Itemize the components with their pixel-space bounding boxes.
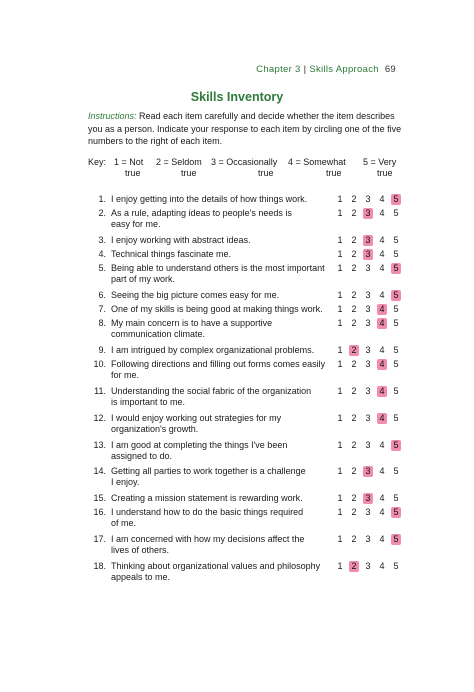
rating-option-5[interactable]: 5 [393,561,399,571]
rating-option-1[interactable]: 1 [337,493,343,503]
running-head [256,64,396,75]
rating-option-4[interactable]: 4 [377,318,387,329]
rating-option-2[interactable]: 2 [349,345,359,356]
rating-option-1[interactable]: 1 [337,235,343,245]
key-item-4-sub: true [326,168,342,178]
rating-option-1[interactable]: 1 [337,194,343,204]
rating-option-2[interactable]: 2 [351,359,357,369]
rating-option-1[interactable]: 1 [337,466,343,476]
rating-option-1[interactable]: 1 [337,290,343,300]
item-number: 11. [94,386,106,396]
instructions [88,110,408,148]
rating-option-1[interactable]: 1 [337,304,343,314]
rating-option-4[interactable]: 4 [379,493,385,503]
item-number: 9. [98,345,106,355]
item-number: 6. [98,290,106,300]
item-number: 15. [93,493,106,503]
rating-option-4[interactable]: 4 [379,235,385,245]
rating-option-3[interactable]: 3 [365,263,371,273]
item-statement-line-1: Being able to understand others is the most important [111,263,325,273]
item-statement-line-1: One of my skills is being good at making things work. [111,304,323,314]
rating-option-5[interactable]: 5 [393,318,399,328]
item-statement-line-1: Understanding the social fabric of the organization [111,386,312,396]
rating-option-4[interactable]: 4 [379,263,385,273]
key-label: Key: [88,157,107,167]
rating-option-5[interactable]: 5 [391,534,401,545]
item-statement-line-2: for me. [111,370,140,380]
rating-option-2[interactable]: 2 [351,507,357,517]
rating-option-3[interactable]: 3 [363,249,373,260]
item-statement [111,318,331,340]
rating-option-5[interactable]: 5 [391,507,401,518]
rating-option-1[interactable]: 1 [337,413,343,423]
item-statement-line-2: part of my work. [111,274,176,284]
item-statement-line-1: Technical things fascinate me. [111,249,232,259]
rating-option-5[interactable]: 5 [393,304,399,314]
rating-option-3[interactable]: 3 [363,235,373,246]
rating-option-2[interactable]: 2 [351,194,357,204]
rating-option-5[interactable]: 5 [391,290,401,301]
rating-option-3[interactable]: 3 [365,440,371,450]
rating-option-5[interactable]: 5 [393,249,399,259]
rating-option-4[interactable]: 4 [379,440,385,450]
item-number: 17. [93,534,106,544]
item-statement [111,466,331,488]
chapter-label: Chapter 3 [256,64,301,75]
rating-option-1[interactable]: 1 [337,386,343,396]
item-statement-line-2: assigned to do. [111,451,173,461]
rating-option-2[interactable]: 2 [351,263,357,273]
item-statement [111,386,331,408]
item-statement-line-1: As a rule, adapting ideas to people's needs is [111,208,292,218]
item-statement-line-2: communication climate. [111,329,206,339]
rating-option-5[interactable]: 5 [391,440,401,451]
rating-option-2[interactable]: 2 [351,249,357,259]
item-number: 10. [93,359,106,369]
item-statement-line-1: I am good at completing the things I've been [111,440,288,450]
rating-option-2[interactable]: 2 [351,534,357,544]
item-statement-line-1: I enjoy getting into the details of how things work. [111,194,308,204]
item-statement-line-2: organization's growth. [111,424,199,434]
rating-option-2[interactable]: 2 [351,208,357,218]
key-item-4: 4 = Somewhat [288,157,346,167]
item-statement-line-1: I am intrigued by complex organizational problems. [111,345,315,355]
item-statement [111,304,331,315]
rating-option-5[interactable]: 5 [393,235,399,245]
rating-option-5[interactable]: 5 [391,194,401,205]
item-statement [111,194,331,205]
item-statement [111,440,331,462]
item-statement [111,263,331,285]
rating-option-3[interactable]: 3 [365,304,371,314]
item-statement-line-2: easy for me. [111,219,161,229]
key-item-2: 2 = Seldom [156,157,202,167]
rating-option-2[interactable]: 2 [349,561,359,572]
key-item-5: 5 = Very [363,157,397,167]
rating-option-2[interactable]: 2 [351,440,357,450]
rating-option-4[interactable]: 4 [379,534,385,544]
rating-option-2[interactable]: 2 [351,466,357,476]
item-statement [111,413,331,435]
item-statement [111,493,331,504]
rating-option-5[interactable]: 5 [393,208,399,218]
item-statement-line-1: Creating a mission statement is rewarding work. [111,493,303,503]
rating-option-3[interactable]: 3 [365,534,371,544]
item-statement [111,249,331,260]
rating-option-1[interactable]: 1 [337,345,343,355]
item-number: 2. [98,208,106,218]
rating-option-5[interactable]: 5 [391,263,401,274]
key-item-1-sub: true [125,168,141,178]
item-statement [111,235,331,246]
rating-option-1[interactable]: 1 [337,263,343,273]
rating-option-5[interactable]: 5 [393,345,399,355]
item-statement-line-1: Thinking about organizational values and philosophy [111,561,321,571]
rating-option-4[interactable]: 4 [377,413,387,424]
rating-option-2[interactable]: 2 [351,386,357,396]
item-statement-line-1: Following directions and filling out forms comes easily [111,359,326,369]
rating-option-1[interactable]: 1 [337,507,343,517]
rating-option-2[interactable]: 2 [351,290,357,300]
rating-option-3[interactable]: 3 [365,413,371,423]
item-number: 12. [93,413,106,423]
rating-option-4[interactable]: 4 [379,507,385,517]
rating-option-2[interactable]: 2 [351,493,357,503]
rating-option-4[interactable]: 4 [379,561,385,571]
key-item-5-sub: true [377,168,393,178]
rating-option-3[interactable]: 3 [365,561,371,571]
item-number: 3. [98,235,106,245]
key-item-3-sub: true [258,168,274,178]
page-number: 69 [384,64,396,75]
item-statement [111,345,331,356]
rating-option-5[interactable]: 5 [393,493,399,503]
key-item-1: 1 = Not [114,157,144,167]
rating-option-3[interactable]: 3 [363,208,373,219]
item-statement-line-2: appeals to me. [111,572,171,582]
rating-option-3[interactable]: 3 [365,507,371,517]
rating-option-5[interactable]: 5 [393,386,399,396]
rating-option-1[interactable]: 1 [337,318,343,328]
item-statement [111,507,331,529]
rating-option-3[interactable]: 3 [363,466,373,477]
rating-option-1[interactable]: 1 [337,249,343,259]
rating-option-3[interactable]: 3 [363,493,373,504]
instructions-label: Instructions: [88,111,137,121]
instructions-line-2: you as a person. Indicate your response to each item by circling one of the five [88,123,402,134]
item-statement-line-1: I understand how to do the basic things required [111,507,304,517]
instructions-line-1: Read each item carefully and decide whether the item describes [139,111,395,121]
rating-option-3[interactable]: 3 [365,359,371,369]
item-number: 7. [98,304,106,314]
key-item-2-sub: true [181,168,197,178]
item-number: 18. [93,561,106,571]
item-number: 1. [98,194,106,204]
rating-option-1[interactable]: 1 [337,208,343,218]
key-item-3: 3 = Occasionally [211,157,278,167]
item-statement-line-1: I am concerned with how my decisions affect the [111,534,305,544]
item-statement-line-2: lives of others. [111,545,170,555]
item-number: 8. [98,318,106,328]
item-statement-line-1: My main concern is to have a supportive [111,318,273,328]
rating-option-1[interactable]: 1 [337,534,343,544]
rating-option-4[interactable]: 4 [379,249,385,259]
rating-option-1[interactable]: 1 [337,359,343,369]
item-statement [111,290,331,301]
item-number: 13. [93,440,106,450]
rating-option-4[interactable]: 4 [377,386,387,397]
rating-option-3[interactable]: 3 [365,290,371,300]
rating-option-4[interactable]: 4 [379,466,385,476]
rating-option-5[interactable]: 5 [393,359,399,369]
item-statement-line-1: Getting all parties to work together is a challenge [111,466,306,476]
section-label: Skills Approach [309,64,379,75]
rating-option-2[interactable]: 2 [351,413,357,423]
page-title: Skills Inventory [190,90,284,104]
rating-option-4[interactable]: 4 [377,304,387,315]
rating-option-3[interactable]: 3 [365,345,371,355]
item-statement-line-2: is important to me. [111,397,186,407]
item-number: 16. [93,507,106,517]
item-number: 14. [93,466,106,476]
header-divider: | [303,64,307,75]
rating-option-2[interactable]: 2 [351,304,357,314]
item-number: 4. [98,249,106,259]
rating-option-4[interactable]: 4 [379,194,385,204]
rating-option-4[interactable]: 4 [379,290,385,300]
rating-option-5[interactable]: 5 [393,466,399,476]
item-statement-line-2: of me. [111,518,137,528]
item-statement-line-2: I enjoy. [111,477,140,487]
instructions-line-3: numbers to the right of each item. [88,136,223,146]
rating-option-5[interactable]: 5 [393,413,399,423]
rating-option-3[interactable]: 3 [365,386,371,396]
rating-option-4[interactable]: 4 [379,208,385,218]
rating-option-1[interactable]: 1 [337,440,343,450]
rating-option-3[interactable]: 3 [365,194,371,204]
item-statement-line-1: I would enjoy working out strategies for my [111,413,282,423]
rating-option-4[interactable]: 4 [379,345,385,355]
rating-option-2[interactable]: 2 [351,318,357,328]
item-statement [111,359,331,381]
rating-option-3[interactable]: 3 [365,318,371,328]
item-statement [111,561,331,583]
item-number: 5. [98,263,106,273]
rating-option-2[interactable]: 2 [351,235,357,245]
item-statement-line-1: Seeing the big picture comes easy for me. [111,290,280,300]
item-statement [111,534,331,556]
item-statement [111,208,331,230]
item-statement-line-1: I enjoy working with abstract ideas. [111,235,251,245]
rating-option-1[interactable]: 1 [337,561,343,571]
rating-option-4[interactable]: 4 [377,359,387,370]
